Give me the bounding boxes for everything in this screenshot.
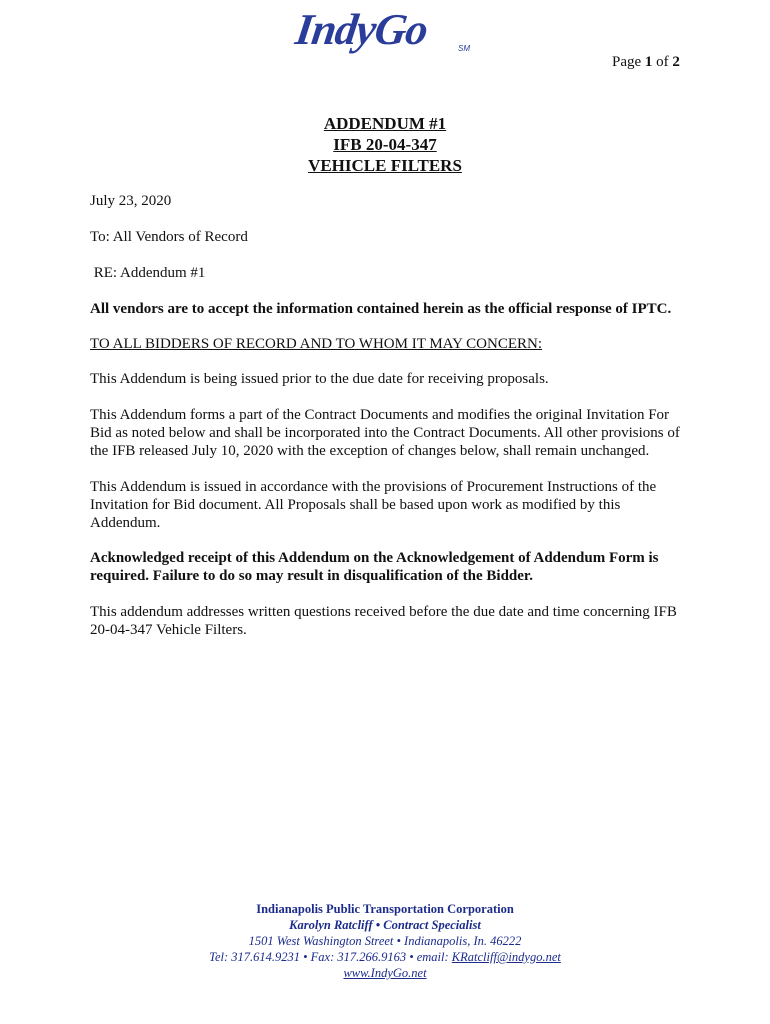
- document-title: [0, 113, 770, 176]
- page-of: of: [652, 54, 673, 70]
- paragraph-issued-prior: This Addendum is being issued prior to the due date for receiving proposals.: [90, 371, 549, 387]
- paragraph-contract-documents: This Addendum forms a part of the Contract Documents and modifies the original Invitation For Bid as noted below and shall be incorporated into the Contract Documents. All other provisions of the IFB released July 10, 2020 with the exception of changes below, shall remain unchanged.: [90, 407, 680, 459]
- footer: [0, 901, 770, 981]
- title-addendum: ADDENDUM #1: [323, 114, 447, 133]
- title-ifb: IFB 20-04-347: [333, 135, 437, 154]
- re-line: RE: Addendum #1: [90, 265, 206, 281]
- footer-phones: Tel: 317.614.9231 • Fax: 317.266.9163 • email:: [209, 950, 452, 964]
- recipient-line: To: All Vendors of Record: [90, 229, 248, 245]
- paragraph-procurement-instructions: This Addendum is issued in accordance with the provisions of Procurement Instructions of the Invitation for Bid document. All Proposals shall be based upon work as modified by this Addendum.: [90, 479, 657, 531]
- logo-wordmark: IndyGo: [292, 5, 431, 54]
- salutation: TO ALL BIDDERS OF RECORD AND TO WHOM IT MAY CONCERN:: [90, 336, 542, 352]
- page-total: 2: [672, 54, 680, 70]
- paragraph-acknowledgement-required: Acknowledged receipt of this Addendum on the Acknowledgement of Addendum Form is required. Failure to do so may result in disqualification of the Bidder.: [90, 550, 659, 584]
- footer-phone-line: [0, 949, 770, 965]
- title-subject: VEHICLE FILTERS: [308, 156, 462, 175]
- footer-contact: Karolyn Ratcliff • Contract Specialist: [289, 918, 481, 932]
- page-current: 1: [644, 54, 653, 70]
- footer-website-line: [0, 965, 770, 981]
- indygo-logo: [290, 4, 480, 62]
- footer-organization: Indianapolis Public Transportation Corporation: [256, 902, 514, 916]
- document-date: July 23, 2020: [90, 193, 172, 209]
- footer-website-link[interactable]: www.IndyGo.net: [343, 966, 427, 980]
- official-response-notice: All vendors are to accept the information contained herein as the official response of IPTC.: [90, 301, 672, 317]
- page-prefix: Page: [612, 54, 645, 70]
- page-indicator: [612, 54, 680, 71]
- footer-address: 1501 West Washington Street • Indianapolis, In. 46222: [248, 934, 522, 948]
- logo-service-mark: SM: [458, 44, 470, 53]
- paragraph-questions: This addendum addresses written questions received before the due date and time concerning IFB 20-04-347 Vehicle Filters.: [90, 604, 677, 638]
- footer-email-link[interactable]: KRatcliff@indygo.net: [451, 950, 561, 964]
